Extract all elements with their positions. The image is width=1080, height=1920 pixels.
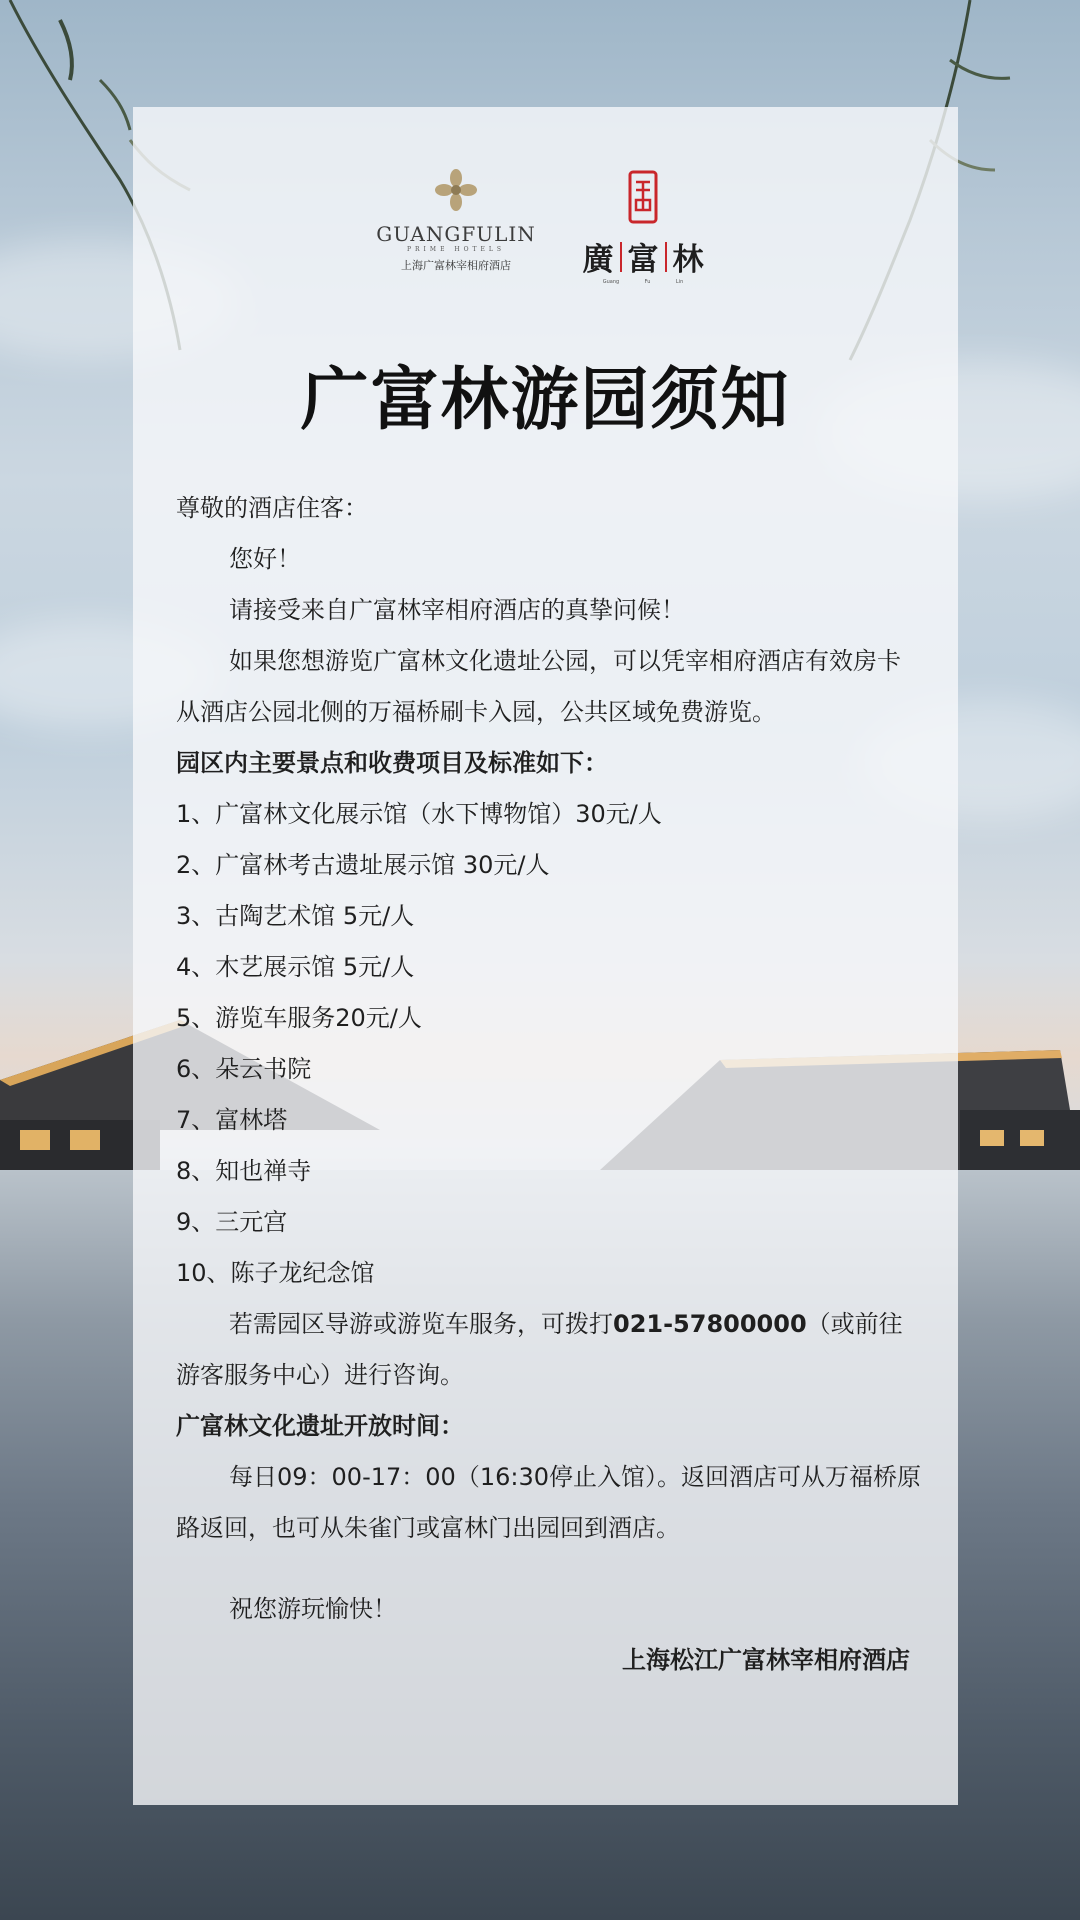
logo-sub-text: PRIME HOTELS [407, 246, 505, 253]
service-text-after: （或前往游客服务中心）进行咨询。 [176, 1310, 903, 1389]
hours-heading: 广富林文化遗址开放时间： [176, 1412, 464, 1440]
list-item: 10、陈子龙纪念馆 [176, 1259, 375, 1287]
list-item: 4、木艺展示馆 5元/人 [176, 953, 415, 981]
seal-char-1: 廣 [582, 242, 614, 278]
seal-divider [665, 242, 667, 272]
list-item: 7、富林塔 [176, 1106, 288, 1134]
seal-divider [620, 242, 622, 272]
wish-line: 祝您游玩愉快！ [229, 1595, 397, 1623]
hours-paragraph: 每日09：00-17：00（16:30停止入馆）。返回酒店可从万福桥原路返回，也可从朱雀门或富林门出园回到酒店。 [176, 1463, 921, 1542]
signature: 上海松江广富林宰相府酒店 [622, 1646, 910, 1674]
list-item: 1、广富林文化展示馆（水下博物馆）30元/人 [176, 800, 662, 828]
service-text-before: 若需园区导游或游览车服务，可拨打 [229, 1310, 613, 1338]
logo-cn-text: 上海广富林宰相府酒店 [401, 259, 511, 272]
list-item: 8、知也禅寺 [176, 1157, 312, 1185]
seal-char-2: 富 [627, 242, 659, 278]
service-paragraph [176, 1299, 924, 1401]
welcome-line: 请接受来自广富林宰相府酒店的真挚问候！ [229, 596, 685, 624]
list-item: 9、三元宫 [176, 1208, 288, 1236]
list-item: 3、古陶艺术馆 5元/人 [176, 902, 415, 930]
logo-row [0, 160, 1080, 290]
list-heading: 园区内主要景点和收费项目及标准如下： [176, 749, 608, 777]
hello-line: 您好！ [229, 545, 301, 573]
guangfulin-seal-logo [572, 170, 714, 285]
logo-brand-text: GUANGFULIN [376, 222, 536, 246]
pinyin-3: Lin [675, 279, 684, 285]
notice-body [176, 483, 924, 1686]
flower-emblem-icon [434, 168, 478, 212]
list-item: 5、游览车服务20元/人 [176, 1004, 422, 1032]
list-item: 6、朵云书院 [176, 1055, 312, 1083]
pinyin-2: Fu [644, 279, 651, 285]
guangfulin-prime-hotels-logo [376, 168, 536, 273]
seal-char-3: 林 [672, 242, 704, 278]
list-item: 2、广富林考古遗址展示馆 30元/人 [176, 851, 550, 879]
intro-paragraph: 如果您想游览广富林文化遗址公园，可以凭宰相府酒店有效房卡从酒店公园北侧的万福桥刷卡入园，公共区域免费游览。 [176, 647, 901, 726]
page-title: 广富林游园须知 [300, 361, 791, 440]
pinyin-1: Guang [602, 279, 620, 285]
greeting: 尊敬的酒店住客： [176, 494, 368, 522]
spacer [176, 1554, 924, 1584]
service-phone-number: 021-57800000 [613, 1310, 807, 1338]
red-seal-icon [626, 170, 660, 224]
